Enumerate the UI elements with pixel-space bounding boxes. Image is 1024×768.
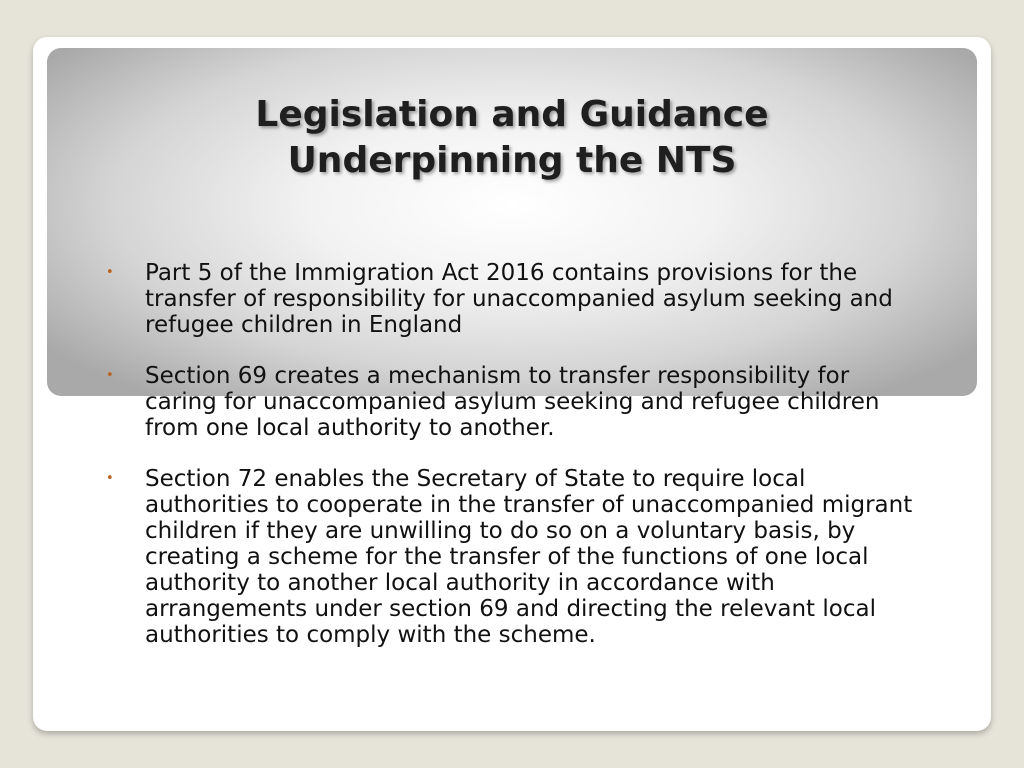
title-line-1: Legislation and Guidance [255,94,769,135]
bullet-item-section-72 [104,466,924,648]
bullet-item-part-5 [104,260,924,338]
bullet-dot-icon: • [106,471,114,486]
bullet-dot-icon: • [106,368,114,383]
slide-title [47,92,977,184]
bullet-item-section-69 [104,363,924,441]
bullet-list [104,260,924,673]
bullet-text: Section 69 creates a mechanism to transfer responsibility for caring for unaccompanied asylum seeking and refugee children from one local authority to another. [145,363,880,441]
bullet-text: Part 5 of the Immigration Act 2016 contains provisions for the transfer of responsibility for unaccompanied asylum seeking and refugee children in England [145,260,893,338]
title-line-2: Underpinning the NTS [287,140,737,181]
bullet-dot-icon: • [106,265,114,280]
bullet-text: Section 72 enables the Secretary of State to require local authorities to cooperate in the transfer of unaccompanied migrant children if they are unwilling to do so on a voluntary basis, by creating a scheme for the transfer of the functions of one local authority to another local authority in accordance with arrangements under section 69 and directing the relevant local authorities to comply with the scheme. [145,466,913,648]
